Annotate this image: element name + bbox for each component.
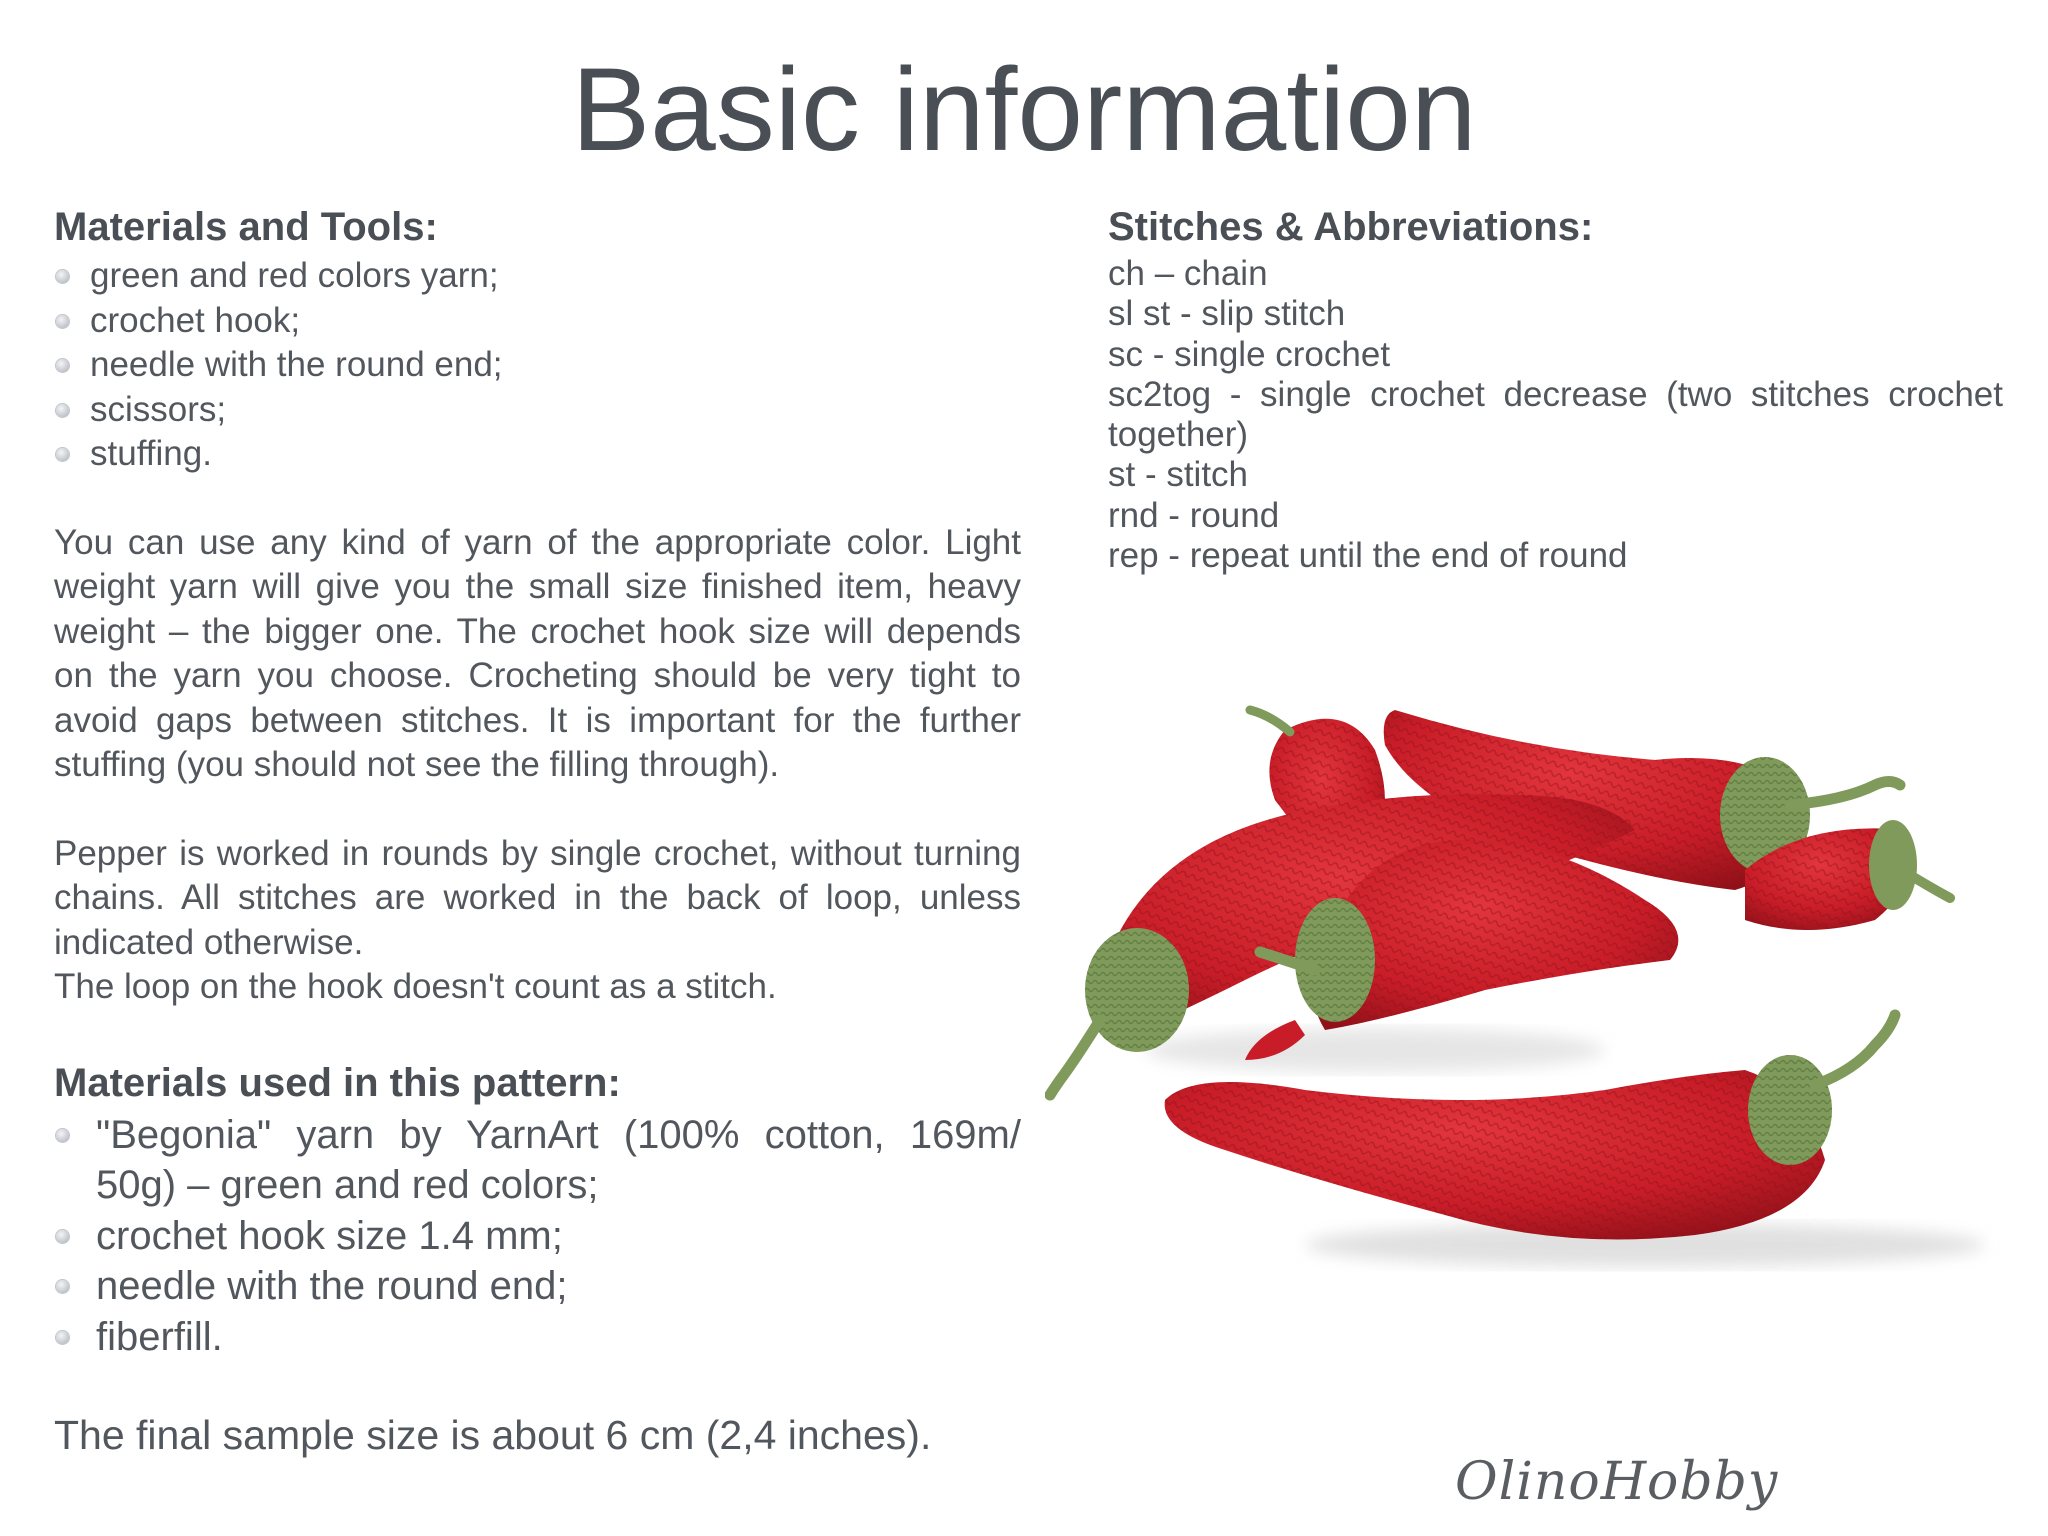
bullet-icon [56,1280,69,1293]
left-column [54,200,1021,1460]
loop-paragraph: The loop on the hook doesn't count as a stitch. [54,967,777,1006]
abbreviation-item: ch – chain [1108,254,1268,293]
list-item: "Begonia" yarn by YarnArt (100% cotton, 169m/ 50g) – green and red colors; [54,1110,1021,1211]
list-item: green and red colors yarn; [54,254,1021,299]
brand-logo: OlinoHobby [1455,1452,1779,1512]
list-item: needle with the round end; [54,1261,1021,1312]
bullet-icon [56,359,69,372]
rounds-paragraph: Pepper is worked in rounds by single crochet, without turning chains. All stitches are worked in the back of loop, unless indicated otherwise. [54,833,1021,962]
abbreviations-heading: Stitches & Abbreviations: [1108,205,1594,249]
abbreviation-item: rnd - round [1108,495,1280,535]
list-item: scissors; [54,388,1021,433]
materials-tools-heading: Materials and Tools: [54,205,438,249]
list-item: crochet hook size 1.4 mm; [54,1211,1021,1262]
bullet-icon [56,1129,69,1142]
materials-used-heading: Materials used in this pattern: [54,1060,621,1105]
bullet-icon [56,448,69,461]
bullet-icon [56,315,69,328]
abbreviation-item: together) [1108,415,1249,455]
abbreviation-item: rep - repeat until the end of round [1108,536,1628,576]
final-size-text: The final sample size is about 6 cm (2,4 inches). [54,1412,932,1458]
materials-tools-list [54,254,1021,477]
bullet-icon [56,404,69,417]
abbreviation-item: st - stitch [1108,455,1249,495]
right-column [1108,200,2003,576]
abbreviation-item: sc - single crochet [1108,334,1391,374]
yarn-paragraph: You can use any kind of yarn of the appropriate color. Light weight yarn will give you the small size finished item, heavy weight – the bigger one. The crochet hook size will depends on the yarn you choose. Crocheting should be very tight to avoid gaps between stitches. It is important for the further stuffing (you should not see the filling through). [54,522,1021,784]
bullet-icon [56,1230,69,1243]
abbreviation-item: sc2tog - single crochet decrease (two stitches crochet [1108,374,2003,414]
page-title: Basic information [571,44,1477,176]
list-item: crochet hook; [54,299,1021,344]
bullet-icon [56,270,69,283]
abbreviation-item: sl st - slip stitch [1108,294,1346,334]
crochet-peppers-photo [1045,690,2025,1280]
list-item: stuffing. [54,432,1021,477]
bullet-icon [56,1331,69,1344]
abbreviations-list [1108,254,2003,576]
list-item: needle with the round end; [54,343,1021,388]
list-item: fiberfill. [54,1312,1021,1363]
materials-used-list [54,1110,1021,1363]
